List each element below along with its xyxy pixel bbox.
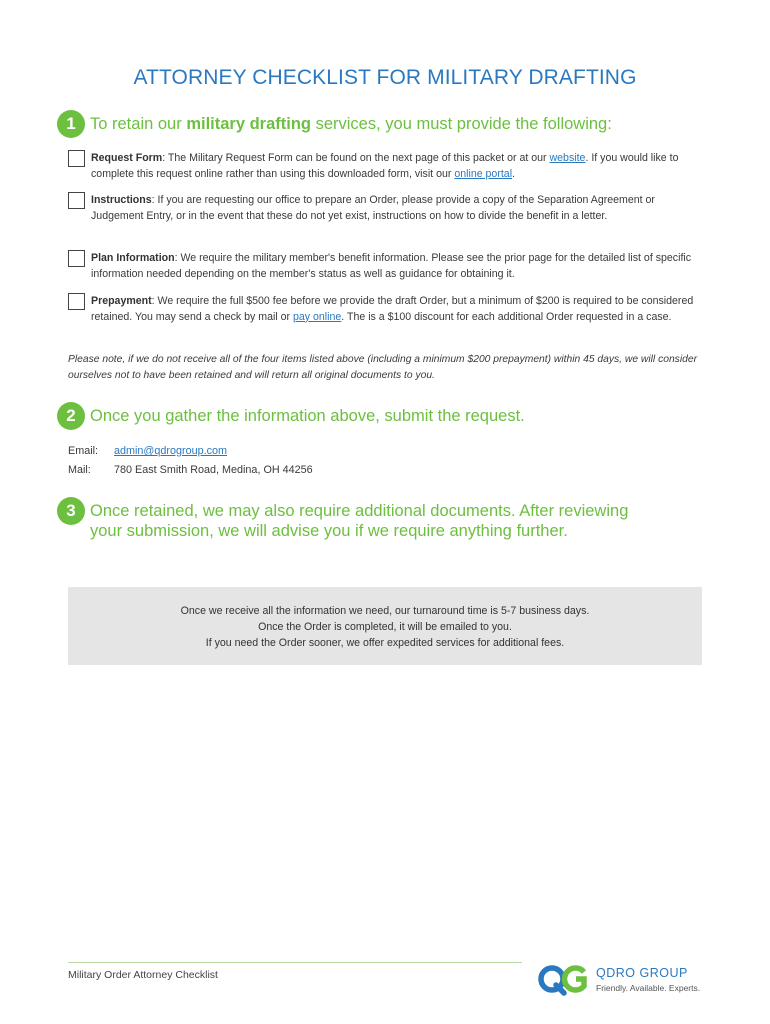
footer-text: Military Order Attorney Checklist: [68, 969, 218, 981]
prepayment-text: [91, 294, 708, 326]
logo-company-name: QDRO GROUP: [596, 966, 688, 980]
retention-note: Please note, if we do not receive all of the four items listed above (including a minimum $200 prepayment) within 45 days, we will consider ourselves not to have been retained and will return all original documents to you.: [68, 354, 698, 381]
website-link[interactable]: website: [549, 152, 586, 164]
plan-information-label: Plan Information: [91, 252, 175, 264]
checklist-item-prepayment: [68, 294, 708, 326]
mail-label: Mail:: [68, 464, 91, 476]
request-form-desc-3: .: [512, 167, 515, 180]
prepayment-label: Prepayment: [91, 295, 152, 307]
plan-information-checkbox[interactable]: [68, 250, 85, 267]
online-portal-link[interactable]: online portal: [454, 167, 513, 180]
request-form-text: [91, 151, 708, 183]
info-line-3: If you need the Order sooner, we offer expedited services for additional fees.: [205, 637, 565, 649]
step-2-number-badge: 2: [57, 402, 85, 430]
checklist-item-request-form: [68, 151, 708, 183]
page-title: ATTORNEY CHECKLIST FOR MILITARY DRAFTING: [133, 66, 637, 89]
contact-email-row: [68, 445, 227, 457]
plan-information-desc: : We require the military member's benefit information. Please see the prior page for the detailed list of specific information needed depending on the member's status as well as guidance for obtaining it.: [91, 252, 692, 280]
instructions-desc: : If you are requesting our office to prepare an Order, please provide a copy of the Separation Agreement or Judgement Entry, or in the event that these do not yet exist, instructions on how to divide the benefit in a letter.: [91, 194, 655, 222]
step-3-number-badge: 3: [57, 497, 85, 525]
turnaround-info-box: [68, 587, 702, 665]
footer-divider: [68, 962, 522, 963]
step-3-line-1: Once retained, we may also require additional documents. After reviewing: [90, 502, 629, 520]
request-form-desc-1: : The Military Request Form can be found on the next page of this packet or at our: [162, 152, 550, 164]
step-1-text-pre: To retain our: [90, 115, 187, 133]
pay-online-link[interactable]: pay online: [292, 310, 342, 323]
info-line-2: Once the Order is completed, it will be emailed to you.: [258, 621, 512, 633]
checklist-item-instructions: [68, 193, 708, 225]
prepayment-desc-2: . The is a $100 discount for each additional Order requested in a case.: [341, 310, 672, 323]
step-1-number-badge: 1: [57, 110, 85, 138]
step-2-text: Once you gather the information above, submit the request.: [90, 407, 525, 425]
plan-information-text: [91, 251, 708, 283]
info-line-1: Once we receive all the information we need, our turnaround time is 5-7 business days.: [180, 605, 590, 617]
qdro-group-logo: [538, 962, 708, 1000]
prepayment-desc-1: : We require the full $500 fee before we provide the draft Order, but a minimum of $200 is required to be considered retained. You may send a check by mail or: [91, 295, 694, 323]
step-1-text: [90, 110, 612, 134]
step-1-heading: [57, 110, 612, 138]
step-3-line-2: your submission, we will advise you if we require anything further.: [90, 522, 568, 540]
instructions-checkbox[interactable]: [68, 192, 85, 209]
prepayment-checkbox[interactable]: [68, 293, 85, 310]
request-form-checkbox[interactable]: [68, 150, 85, 167]
qg-logo-mark-icon: [538, 962, 588, 998]
step-2-heading: [57, 402, 525, 430]
instructions-label: Instructions: [91, 194, 152, 206]
contact-mail-row: [68, 464, 313, 476]
mail-address: 780 East Smith Road, Medina, OH 44256: [114, 464, 313, 476]
step-3-heading: [57, 497, 628, 541]
email-link[interactable]: admin@qdrogroup.com: [114, 445, 227, 457]
request-form-desc-2: . If you would like to complete this request online rather than using this downloaded form, visit our: [91, 152, 679, 180]
request-form-label: Request Form: [91, 152, 163, 164]
step-3-text: [90, 497, 628, 541]
checklist-item-plan-information: [68, 251, 708, 283]
step-1-text-bold: military drafting: [186, 115, 311, 133]
step-1-text-post: services, you must provide the following:: [311, 115, 612, 133]
email-label: Email:: [68, 445, 98, 457]
instructions-text: [91, 193, 708, 225]
logo-tagline: Friendly. Available. Experts.: [596, 983, 701, 993]
